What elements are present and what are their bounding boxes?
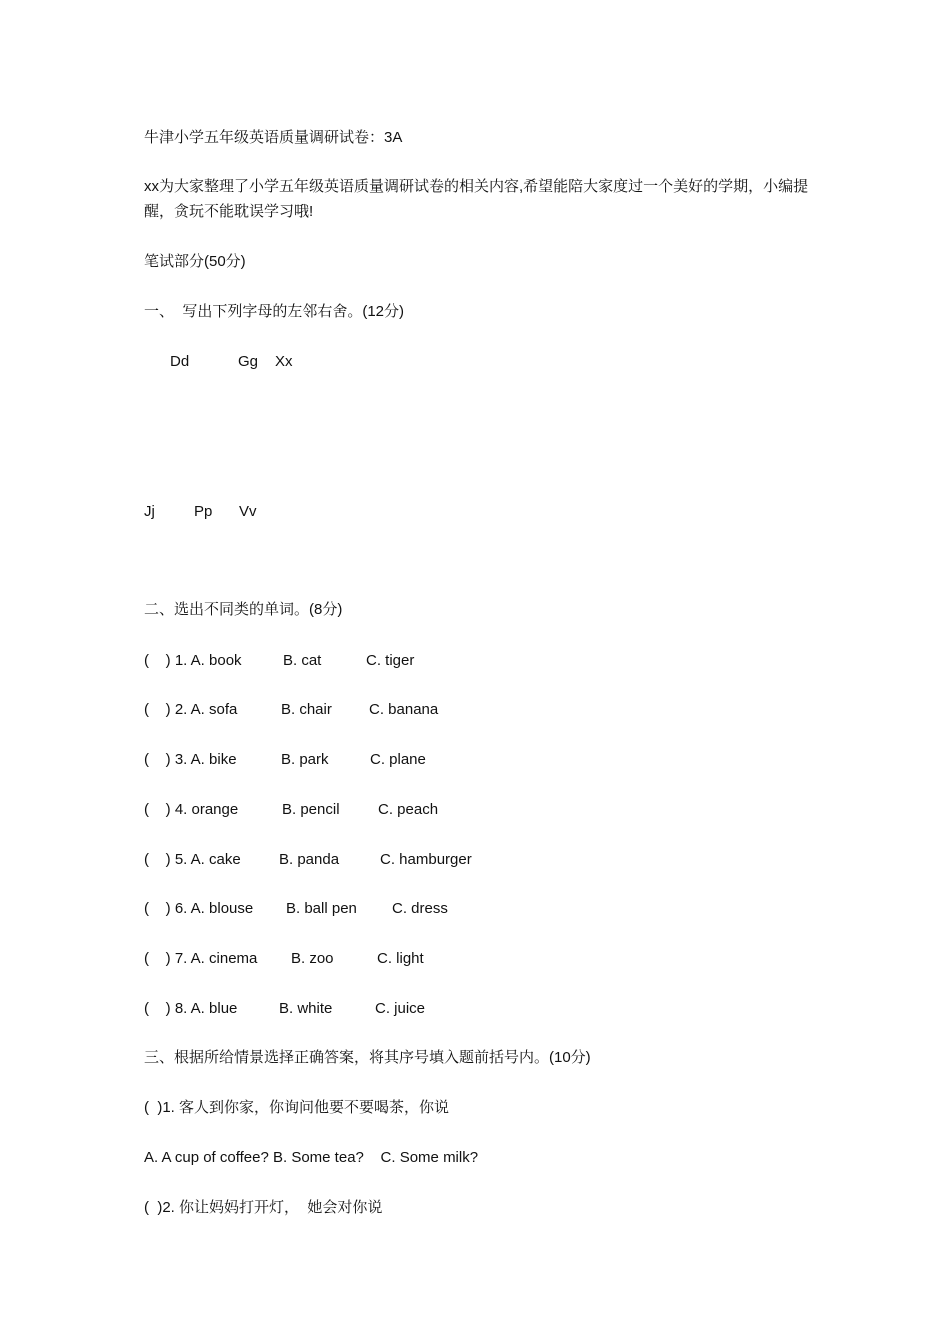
item-option-a: ( ) 2. A. sofa xyxy=(144,701,238,718)
item-option-a: ( ) 3. A. bike xyxy=(144,751,237,768)
item-option-c: C. banana xyxy=(369,701,439,718)
section3-question-1: ( )1. 客人到你家，你询问他要不要喝茶，你说 xyxy=(144,1099,450,1116)
written-part-heading: 笔试部分(50分) xyxy=(144,253,246,270)
letter-cell: Pp xyxy=(194,503,213,520)
section3-question-1-options: A. A cup of coffee? B. Some tea? C. Some milk? xyxy=(144,1149,479,1166)
item-option-a: ( ) 8. A. blue xyxy=(144,1000,238,1017)
item-option-b: B. pencil xyxy=(282,801,340,818)
item-option-c: C. tiger xyxy=(366,652,415,669)
item-option-b: B. zoo xyxy=(291,950,334,967)
document-title: 牛津小学五年级英语质量调研试卷：3A xyxy=(144,129,403,146)
section3-heading: 三、根据所给情景选择正确答案，将其序号填入题前括号内。(10分) xyxy=(144,1049,591,1066)
item-option-a: ( ) 7. A. cinema xyxy=(144,950,258,967)
item-option-b: B. panda xyxy=(279,851,340,868)
letter-cell: Dd xyxy=(170,353,190,370)
item-option-b: B. park xyxy=(281,751,329,768)
item-option-b: B. cat xyxy=(283,652,322,669)
item-option-a: ( ) 6. A. blouse xyxy=(144,900,254,917)
item-option-a: ( ) 4. orange xyxy=(144,801,239,818)
item-option-c: C. dress xyxy=(392,900,448,917)
item-option-a: ( ) 1. A. book xyxy=(144,652,242,669)
item-option-b: B. chair xyxy=(281,701,332,718)
item-option-c: C. plane xyxy=(370,751,426,768)
item-option-a: ( ) 5. A. cake xyxy=(144,851,241,868)
section3-question-2: ( )2. 你让妈妈打开灯， 她会对你说 xyxy=(144,1199,383,1216)
intro-paragraph: xx为大家整理了小学五年级英语质量调研试卷的相关内容,希望能陪大家度过一个美好的学期，小编提醒，贪玩不能耽误学习哦! xyxy=(144,178,809,220)
letter-cell: Jj xyxy=(144,503,155,520)
item-option-c: C. juice xyxy=(375,1000,426,1017)
item-option-c: C. peach xyxy=(378,801,439,818)
item-option-c: C. hamburger xyxy=(380,851,472,868)
item-option-b: B. ball pen xyxy=(286,900,357,917)
letter-cell: Vv xyxy=(239,503,257,520)
section2-heading: 二、选出不同类的单词。(8分) xyxy=(144,601,343,618)
letter-cell: Gg xyxy=(238,353,259,370)
item-option-c: C. light xyxy=(377,950,424,967)
letter-cell: Xx xyxy=(275,353,293,370)
item-option-b: B. white xyxy=(279,1000,333,1017)
section1-heading: 一、 写出下列字母的左邻右舍。(12分) xyxy=(144,303,405,320)
